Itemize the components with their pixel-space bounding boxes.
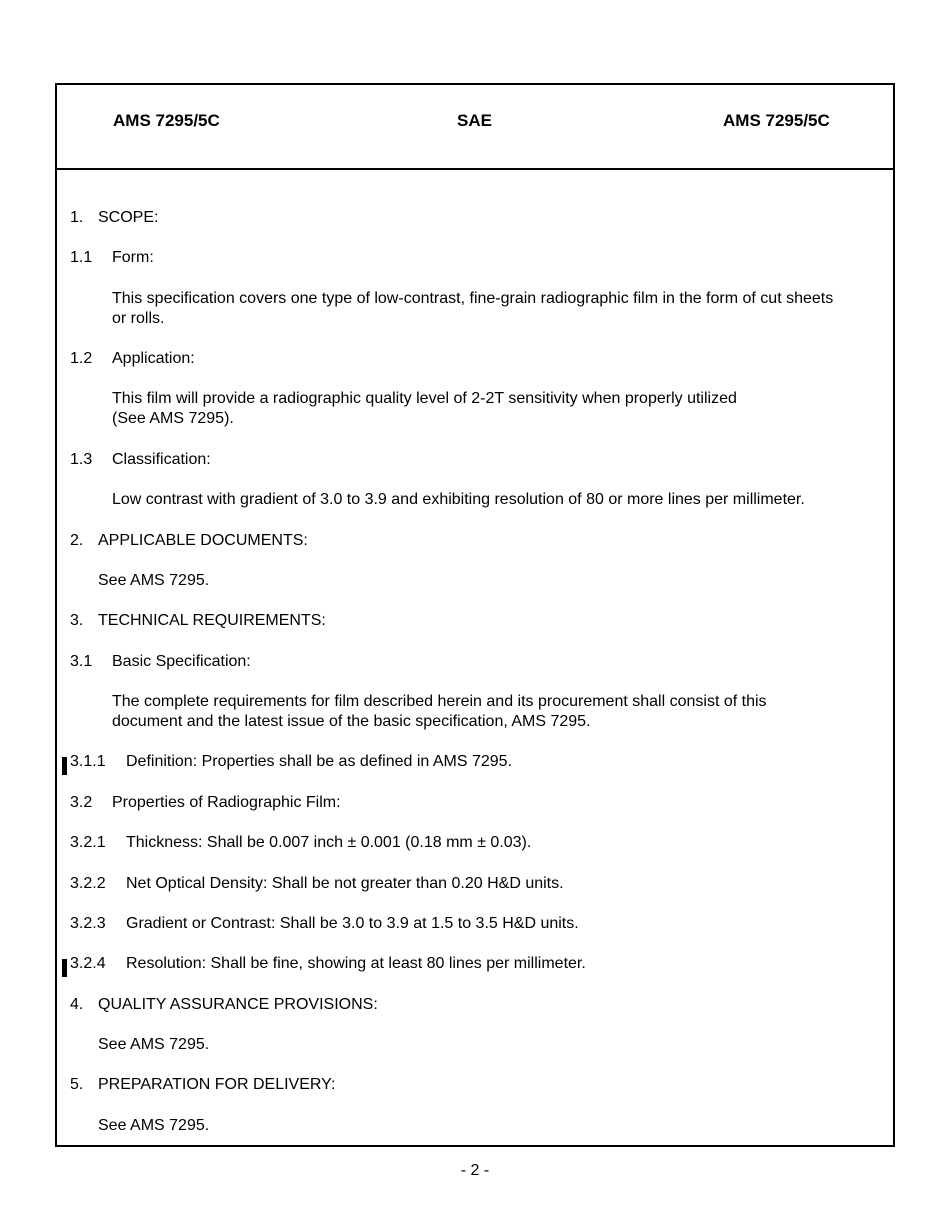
header-org: SAE (457, 111, 492, 130)
section-heading: APPLICABLE DOCUMENTS: (98, 532, 308, 549)
section-number: 3.1 (70, 653, 93, 670)
section-number: 1.2 (70, 350, 93, 367)
paragraph: See AMS 7295. (98, 1036, 210, 1053)
section-number: 3.2.4 (70, 955, 106, 972)
page-number: - 2 - (460, 1162, 490, 1179)
paragraph: Resolution: Shall be fine, showing at least 80 lines per millimeter. (126, 955, 586, 972)
section-number: 2. (70, 532, 84, 549)
paragraph: Gradient or Contrast: Shall be 3.0 to 3.9 at 1.5 to 3.5 H&D units. (126, 915, 579, 932)
section-heading: Form: (112, 249, 154, 266)
section-heading: TECHNICAL REQUIREMENTS: (98, 612, 326, 629)
paragraph-line: This film will provide a radiographic quality level of 2-2T sensitivity when properly utilized (112, 390, 737, 407)
section-number: 3.2.2 (70, 875, 106, 892)
header-doc-id-right: AMS 7295/5C (723, 111, 830, 130)
section-number: 1. (70, 209, 84, 226)
section-heading: SCOPE: (98, 209, 159, 226)
section-number: 3.2 (70, 794, 93, 811)
section-number: 3.1.1 (70, 753, 106, 770)
paragraph: This specification covers one type of low-contrast, fine-grain radiographic film in the form of cut sheets or rolls. (112, 290, 834, 327)
paragraph: See AMS 7295. (98, 1117, 210, 1134)
section-number: 3.2.1 (70, 834, 106, 851)
section-number: 3. (70, 612, 84, 629)
section-heading: Application: (112, 350, 195, 367)
revision-bar (62, 959, 67, 977)
paragraph: Thickness: Shall be 0.007 inch ± 0.001 (0.18 mm ± 0.03). (126, 834, 532, 851)
section-number: 1.3 (70, 451, 93, 468)
section-heading: QUALITY ASSURANCE PROVISIONS: (98, 996, 378, 1013)
paragraph: The complete requirements for film described herein and its procurement shall consist of this document and the latest issue of the basic specification, AMS 7295. (112, 693, 767, 730)
revision-bar (62, 757, 67, 775)
paragraph: Low contrast with gradient of 3.0 to 3.9 and exhibiting resolution of 80 or more lines per millimeter. (112, 491, 805, 508)
header-doc-id-left: AMS 7295/5C (113, 111, 220, 130)
paragraph: Definition: Properties shall be as defined in AMS 7295. (126, 753, 513, 770)
section-heading: Basic Specification: (112, 653, 251, 670)
section-heading: PREPARATION FOR DELIVERY: (98, 1076, 336, 1093)
section-number: 4. (70, 996, 84, 1013)
section-heading: Properties of Radiographic Film: (112, 794, 341, 811)
paragraph: Net Optical Density: Shall be not greater than 0.20 H&D units. (126, 875, 564, 892)
section-number: 3.2.3 (70, 915, 106, 932)
paragraph: See AMS 7295. (98, 572, 210, 589)
document-header (57, 85, 893, 170)
paragraph-line: (See AMS 7295). (112, 410, 234, 427)
section-heading: Classification: (112, 451, 211, 468)
section-number: 5. (70, 1076, 84, 1093)
section-number: 1.1 (70, 249, 93, 266)
